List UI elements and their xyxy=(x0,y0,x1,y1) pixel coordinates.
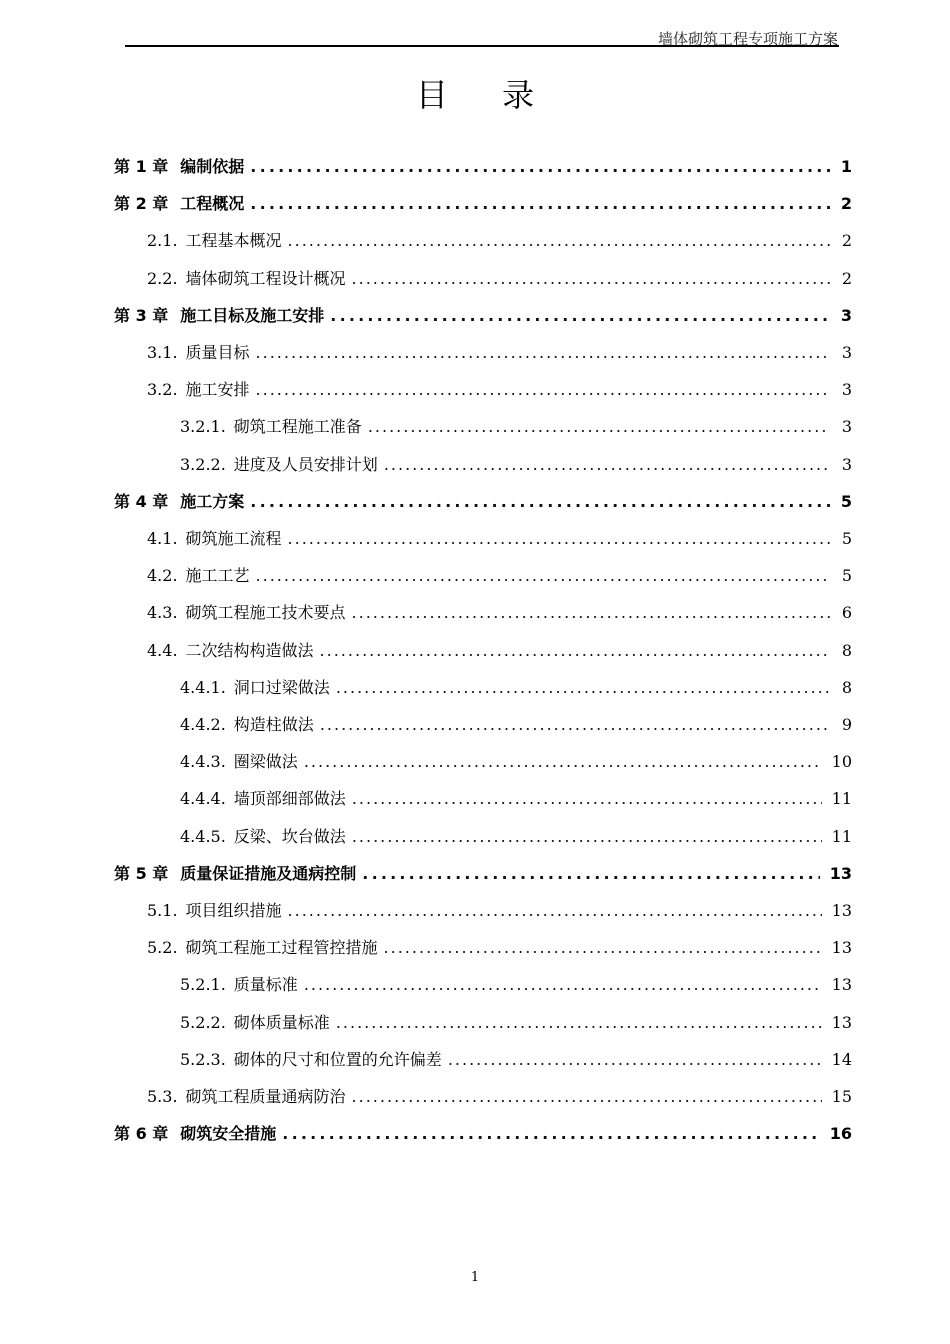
toc-leader-dots xyxy=(352,818,822,855)
toc-entry-number: 3.1. xyxy=(147,343,178,362)
toc-entry-number: 第 3 章 xyxy=(114,305,169,325)
toc-entry[interactable] xyxy=(147,222,852,259)
toc-entry-page: 13 xyxy=(831,901,852,920)
toc-entry-number: 2.1. xyxy=(147,231,178,251)
toc-leader-dots xyxy=(384,446,830,483)
toc-leader-dots xyxy=(384,929,822,966)
toc-entry[interactable] xyxy=(114,297,852,334)
toc-entry[interactable] xyxy=(147,892,852,929)
toc-entry-page: 8 xyxy=(841,677,852,697)
toc-leader-dots xyxy=(304,966,822,1003)
toc-entry[interactable] xyxy=(180,706,852,743)
toc-entry-page: 10 xyxy=(831,752,852,772)
toc-entry-label: 圈梁做法 xyxy=(233,752,298,772)
toc-entry-page: 13 xyxy=(831,938,852,958)
toc-leader-dots xyxy=(288,520,830,557)
toc-leader-dots xyxy=(368,408,830,445)
toc-leader-dots xyxy=(250,148,830,185)
toc-leader-dots xyxy=(304,743,822,780)
toc-entry-page: 11 xyxy=(831,789,852,809)
toc-entry[interactable] xyxy=(180,780,852,817)
toc-leader-dots xyxy=(352,260,830,297)
toc-entry-number: 4.4.2. xyxy=(180,715,226,734)
toc-entry-label: 进度及人员安排计划 xyxy=(233,454,378,474)
toc-leader-dots xyxy=(352,1078,822,1115)
toc-entry[interactable] xyxy=(114,1115,852,1152)
toc-entry-number: 3.2.1. xyxy=(180,417,226,437)
toc-entry-label: 质量目标 xyxy=(185,343,250,362)
toc-entry[interactable] xyxy=(147,260,852,297)
toc-entry[interactable] xyxy=(114,483,852,520)
toc-entry-number: 3.2.2. xyxy=(180,454,226,474)
toc-entry[interactable] xyxy=(180,1041,852,1078)
toc-entry-page: 5 xyxy=(841,529,852,548)
toc-entry-label: 反梁、坎台做法 xyxy=(233,826,346,846)
toc-entry-number: 5.2. xyxy=(147,938,178,958)
toc-entry[interactable] xyxy=(147,1078,852,1115)
toc-entry-number: 5.2.3. xyxy=(180,1049,226,1069)
toc-leader-dots xyxy=(352,594,830,631)
toc-entry-number: 5.2.2. xyxy=(180,1012,226,1032)
toc-entry-page: 5 xyxy=(840,491,852,511)
toc-entry-label: 砌体的尺寸和位置的允许偏差 xyxy=(233,1049,442,1069)
toc-entry-label: 施工目标及施工安排 xyxy=(180,305,325,325)
toc-entry[interactable] xyxy=(114,855,852,892)
toc-entry-number: 4.4.3. xyxy=(180,752,226,772)
toc-entry[interactable] xyxy=(147,371,852,408)
toc-entry-number: 4.2. xyxy=(147,566,178,586)
toc-entry-label: 砌筑工程施工过程管控措施 xyxy=(185,938,378,958)
toc-entry-number: 2.2. xyxy=(147,268,178,288)
toc-entry-number: 第 4 章 xyxy=(114,491,169,511)
toc-entry-label: 砌筑施工流程 xyxy=(185,529,282,548)
toc-entry-number: 5.1. xyxy=(147,901,178,920)
toc-entry[interactable] xyxy=(180,966,852,1003)
toc-entry-label: 砌筑工程施工技术要点 xyxy=(185,603,346,623)
toc-leader-dots xyxy=(288,892,822,929)
toc-entry-page: 3 xyxy=(841,343,852,362)
toc-entry-label: 施工工艺 xyxy=(185,566,250,586)
toc-entry-page: 13 xyxy=(829,863,852,883)
toc-entry-label: 二次结构构造做法 xyxy=(185,640,314,660)
toc-entry-label: 构造柱做法 xyxy=(233,715,314,734)
toc-entry-page: 6 xyxy=(841,603,852,623)
toc-entry-label: 砌筑安全措施 xyxy=(180,1124,277,1144)
toc-entry-number: 4.4.4. xyxy=(180,789,226,809)
toc-leader-dots xyxy=(250,483,830,520)
toc-entry-page: 2 xyxy=(841,268,852,288)
toc-leader-dots xyxy=(250,185,830,222)
toc-entry-page: 14 xyxy=(831,1049,852,1069)
toc-entry-number: 第 2 章 xyxy=(114,194,169,214)
toc-entry-label: 工程基本概况 xyxy=(185,231,282,251)
toc-entry[interactable] xyxy=(180,408,852,445)
toc-entry-page: 5 xyxy=(841,566,852,586)
toc-entry[interactable] xyxy=(147,632,852,669)
page-header-title: 墙体砌筑工程专项施工方案 xyxy=(657,30,838,48)
toc-entry-label: 砌筑工程质量通病防治 xyxy=(185,1087,346,1106)
toc-entry-label: 工程概况 xyxy=(180,194,245,214)
toc-entry-number: 5.2.1. xyxy=(180,975,226,995)
toc-entry[interactable] xyxy=(147,520,852,557)
toc-leader-dots xyxy=(336,1004,822,1041)
toc-entry-label: 施工方案 xyxy=(180,491,245,511)
toc-entry-page: 13 xyxy=(831,1012,852,1032)
toc-entry-page: 9 xyxy=(841,715,852,734)
toc-leader-dots xyxy=(352,780,822,817)
toc-entry-number: 4.4.1. xyxy=(180,677,226,697)
toc-entry-label: 墙顶部细部做法 xyxy=(233,789,346,809)
toc-entry-page: 3 xyxy=(840,305,852,325)
toc-entry-page: 2 xyxy=(840,194,852,214)
toc-entry[interactable] xyxy=(180,743,852,780)
toc-entry-page: 1 xyxy=(840,157,852,176)
toc-entry[interactable] xyxy=(147,594,852,631)
toc-entry-page: 8 xyxy=(841,640,852,660)
toc-entry-label: 墙体砌筑工程设计概况 xyxy=(185,268,346,288)
toc-entry-page: 15 xyxy=(831,1087,852,1106)
toc-entry[interactable] xyxy=(114,148,852,185)
toc-entry-number: 第 6 章 xyxy=(114,1124,169,1144)
toc-entry-label: 洞口过梁做法 xyxy=(233,677,330,697)
footer-page-number: 1 xyxy=(470,1270,480,1285)
toc-entry[interactable] xyxy=(147,334,852,371)
toc-entry[interactable] xyxy=(180,669,852,706)
toc-entry-label: 项目组织措施 xyxy=(185,901,282,920)
toc-entry-number: 5.3. xyxy=(147,1087,178,1106)
toc-title: 目 录 xyxy=(415,76,557,114)
toc-leader-dots xyxy=(320,706,830,743)
toc-entry[interactable] xyxy=(147,929,852,966)
toc-entry-number: 4.4.5. xyxy=(180,826,226,846)
toc-leader-dots xyxy=(256,334,830,371)
toc-leader-dots xyxy=(282,1115,819,1152)
toc-entry-label: 编制依据 xyxy=(180,157,245,176)
toc-entry-label: 质量保证措施及通病控制 xyxy=(180,863,357,883)
toc-leader-dots xyxy=(336,669,830,706)
toc-entry[interactable] xyxy=(180,818,852,855)
toc-entry[interactable] xyxy=(114,185,852,222)
toc-entry-page: 3 xyxy=(841,380,852,400)
toc-entry-label: 质量标准 xyxy=(233,975,298,995)
toc-entry-label: 砌筑工程施工准备 xyxy=(233,417,362,437)
toc-entry[interactable] xyxy=(180,1004,852,1041)
toc-entry-page: 3 xyxy=(841,454,852,474)
toc-entry[interactable] xyxy=(147,557,852,594)
toc-entry-page: 11 xyxy=(831,826,852,846)
toc-entry-label: 施工安排 xyxy=(185,380,250,400)
toc-leader-dots xyxy=(256,371,830,408)
toc-entry-number: 4.4. xyxy=(147,640,178,660)
toc-entry-page: 13 xyxy=(831,975,852,995)
toc-entry-number: 第 5 章 xyxy=(114,863,169,883)
toc-leader-dots xyxy=(288,222,830,259)
toc-entry-page: 3 xyxy=(841,417,852,437)
toc-entry-page: 2 xyxy=(841,231,852,251)
toc-entry-label: 砌体质量标准 xyxy=(233,1012,330,1032)
toc-entry-number: 3.2. xyxy=(147,380,178,400)
toc-leader-dots xyxy=(362,855,819,892)
toc-entry-number: 第 1 章 xyxy=(114,157,169,176)
toc-entry-number: 4.1. xyxy=(147,529,178,548)
toc-entry-number: 4.3. xyxy=(147,603,178,623)
toc-leader-dots xyxy=(330,297,830,334)
toc-entry-page: 16 xyxy=(829,1124,852,1144)
toc-entry[interactable] xyxy=(180,446,852,483)
toc-leader-dots xyxy=(256,557,830,594)
toc-leader-dots xyxy=(448,1041,822,1078)
header-rule xyxy=(125,45,839,47)
toc-leader-dots xyxy=(320,632,830,669)
